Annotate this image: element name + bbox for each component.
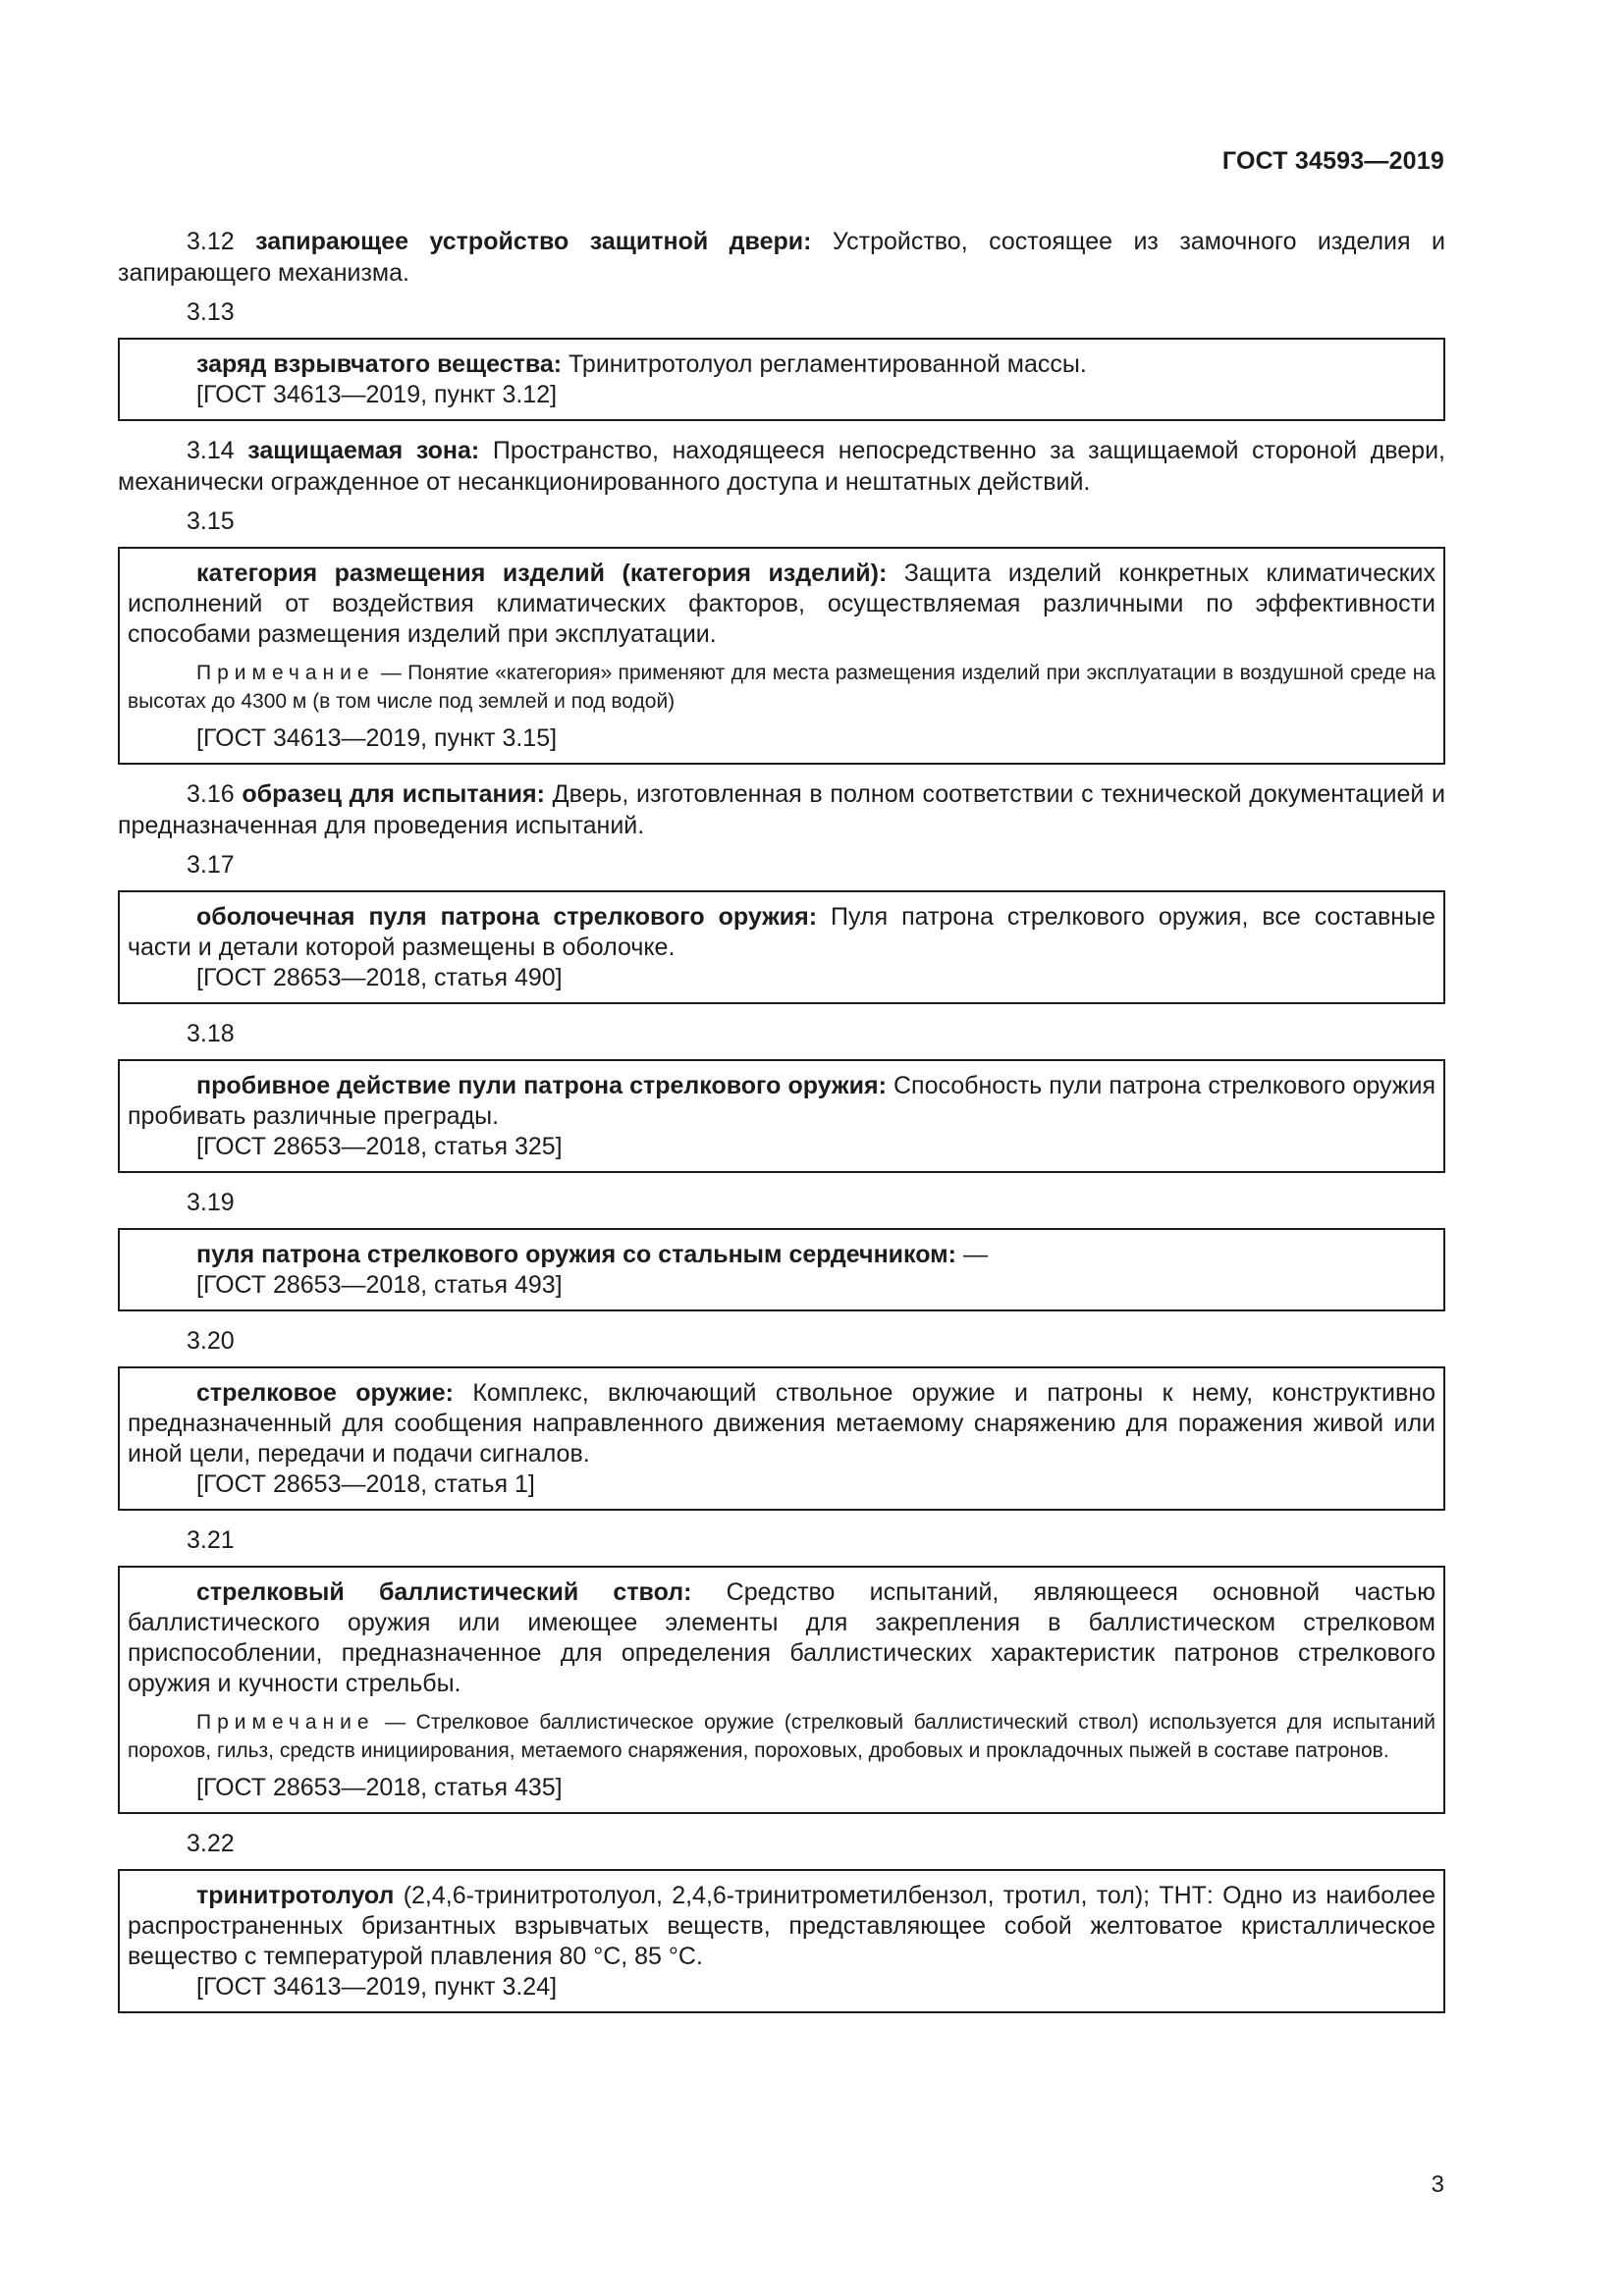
section-3-16-term: образец для испытания: <box>242 780 545 808</box>
section-3-17-term: оболочечная пуля патрона стрелкового оружия: <box>196 903 818 931</box>
section-3-13-term: заряд взрывчатого вещества: <box>196 350 563 378</box>
section-3-22-number: 3.22 <box>187 1830 235 1857</box>
page-number: 3 <box>1431 2171 1444 2198</box>
section-3-17-text: Пуля патрона стрелкового оружия, все составные части и детали которой размещены в оболочке. <box>128 903 1435 961</box>
section-3-22-source: [ГОСТ 34613—2019, пункт 3.24] <box>196 1973 558 2001</box>
section-3-20-source: [ГОСТ 28653—2018, статья 1] <box>196 1470 535 1498</box>
section-3-12-term: запирающее устройство защитной двери: <box>255 228 812 255</box>
section-3-21-term: стрелковый баллистический ствол: <box>196 1578 692 1606</box>
section-3-14-number: 3.14 <box>187 437 235 464</box>
section-3-20-definition <box>128 1378 1435 1469</box>
section-3-20-number: 3.20 <box>187 1327 235 1355</box>
section-3-19-definition <box>128 1240 1435 1270</box>
section-3-18-text: Способность пули патрона стрелкового оружия пробивать различные преграды. <box>128 1072 1435 1130</box>
section-3-17-source: [ГОСТ 28653—2018, статья 490] <box>196 964 563 991</box>
section-3-18-term: пробивное действие пули патрона стрелкового оружия: <box>196 1072 887 1099</box>
section-3-18-source: [ГОСТ 28653—2018, статья 325] <box>196 1133 563 1160</box>
section-3-21-box <box>118 1566 1445 1814</box>
section-3-19-box <box>118 1228 1445 1311</box>
section-3-15-note-label: Примечание <box>196 662 375 684</box>
section-3-20-box <box>118 1366 1445 1511</box>
section-3-14-term: защищаемая зона: <box>247 437 480 464</box>
section-3-16 <box>118 778 1445 841</box>
section-3-17-number: 3.17 <box>187 851 235 879</box>
section-3-12-text: Устройство, состоящее из замочного изделия и запирающего механизма. <box>118 228 1445 287</box>
page-content <box>118 226 1445 2017</box>
section-3-22-term: тринитротолуол <box>196 1882 395 1909</box>
section-3-18-box <box>118 1059 1445 1173</box>
section-3-19-text: — <box>956 1241 988 1268</box>
section-3-22-definition <box>128 1881 1435 1972</box>
section-3-21-source: [ГОСТ 28653—2018, статья 435] <box>196 1774 563 1801</box>
section-3-21-definition <box>128 1577 1435 1699</box>
section-3-16-number: 3.16 <box>187 780 235 808</box>
section-3-18-number: 3.18 <box>187 1020 235 1047</box>
section-3-13-box <box>118 338 1445 421</box>
section-3-14-text: Пространство, находящееся непосредственно за защищаемой стороной двери, механически огражденное от несанкционированного доступа и нештатных действий. <box>118 437 1445 496</box>
section-3-21-text: Средство испытаний, являющееся основной частью баллистического оружия или имеющее элементы для закрепления в баллистическом стрелковом приспособлении, предназначенное для определения баллистических характеристик патронов стрелкового оружия и кучности стрельбы. <box>128 1578 1435 1697</box>
section-3-22-text: (2,4,6-тринитротолуол, 2,4,6-тринитрометилбензол, тротил, тол); ТНТ: Одно из наиболее распространенных бризантных взрывчатых веществ, представляющее собой желтоватое кристаллическое вещество с температурой плавления 80 °С, 85 °С. <box>128 1882 1435 1970</box>
section-3-20-text: Комплекс, включающий ствольное оружие и патроны к нему, конструктивно предназначенный для сообщения направленного движения метаемому снаряжению для поражения живой или иной цели, передачи и подачи сигналов. <box>128 1379 1435 1468</box>
section-3-15-note-text: — Понятие «категория» применяют для места размещения изделий при эксплуатации в воздушной среде на высотах до 4300 м (в том числе под землей и под водой) <box>128 662 1435 713</box>
section-3-19-term: пуля патрона стрелкового оружия со стальным сердечником: <box>196 1241 956 1268</box>
section-3-13-text: Тринитротолуол регламентированной массы. <box>562 350 1087 378</box>
section-3-16-text: Дверь, изготовленная в полном соответствии с технической документацией и предназначенная для проведения испытаний. <box>118 780 1446 839</box>
document-header: ГОСТ 34593—2019 <box>1221 147 1444 175</box>
section-3-17-box <box>118 890 1445 1004</box>
section-3-15-text: Защита изделий конкретных климатических исполнений от воздействия климатических факторов, осуществляемая различными по эффективности способами размещения изделий при эксплуатации. <box>128 560 1435 648</box>
section-3-17-definition <box>128 902 1435 963</box>
section-3-18-definition <box>128 1071 1435 1132</box>
section-3-19-number: 3.19 <box>187 1189 235 1216</box>
section-3-19-source: [ГОСТ 28653—2018, статья 493] <box>196 1271 563 1299</box>
section-3-22-box <box>118 1869 1445 2013</box>
section-3-13-source: [ГОСТ 34613—2019, пункт 3.12] <box>196 381 558 408</box>
section-3-15-number: 3.15 <box>187 507 235 535</box>
section-3-13-definition <box>128 349 1435 380</box>
section-3-20-term: стрелковое оружие: <box>196 1379 454 1407</box>
section-3-21-note-label: Примечание <box>196 1711 375 1734</box>
section-3-12 <box>118 226 1445 289</box>
section-3-13-number: 3.13 <box>187 298 235 326</box>
section-3-21-note <box>128 1708 1435 1765</box>
section-3-15-term: категория размещения изделий (категория изделий): <box>196 560 888 587</box>
section-3-21-note-text: — Стрелковое баллистическое оружие (стрелковый баллистический ствол) используется для испытаний порохов, гильз, средств инициирования, метаемого снаряжения, пороховых, дробовых и прокладочных пыжей в составе патронов. <box>128 1711 1435 1762</box>
section-3-15-source: [ГОСТ 34613—2019, пункт 3.15] <box>196 724 558 752</box>
section-3-14 <box>118 435 1445 498</box>
section-3-15-definition <box>128 559 1435 650</box>
section-3-15-note <box>128 659 1435 716</box>
section-3-15-box <box>118 547 1445 765</box>
section-3-21-number: 3.21 <box>187 1526 235 1554</box>
section-3-12-number: 3.12 <box>187 228 235 255</box>
